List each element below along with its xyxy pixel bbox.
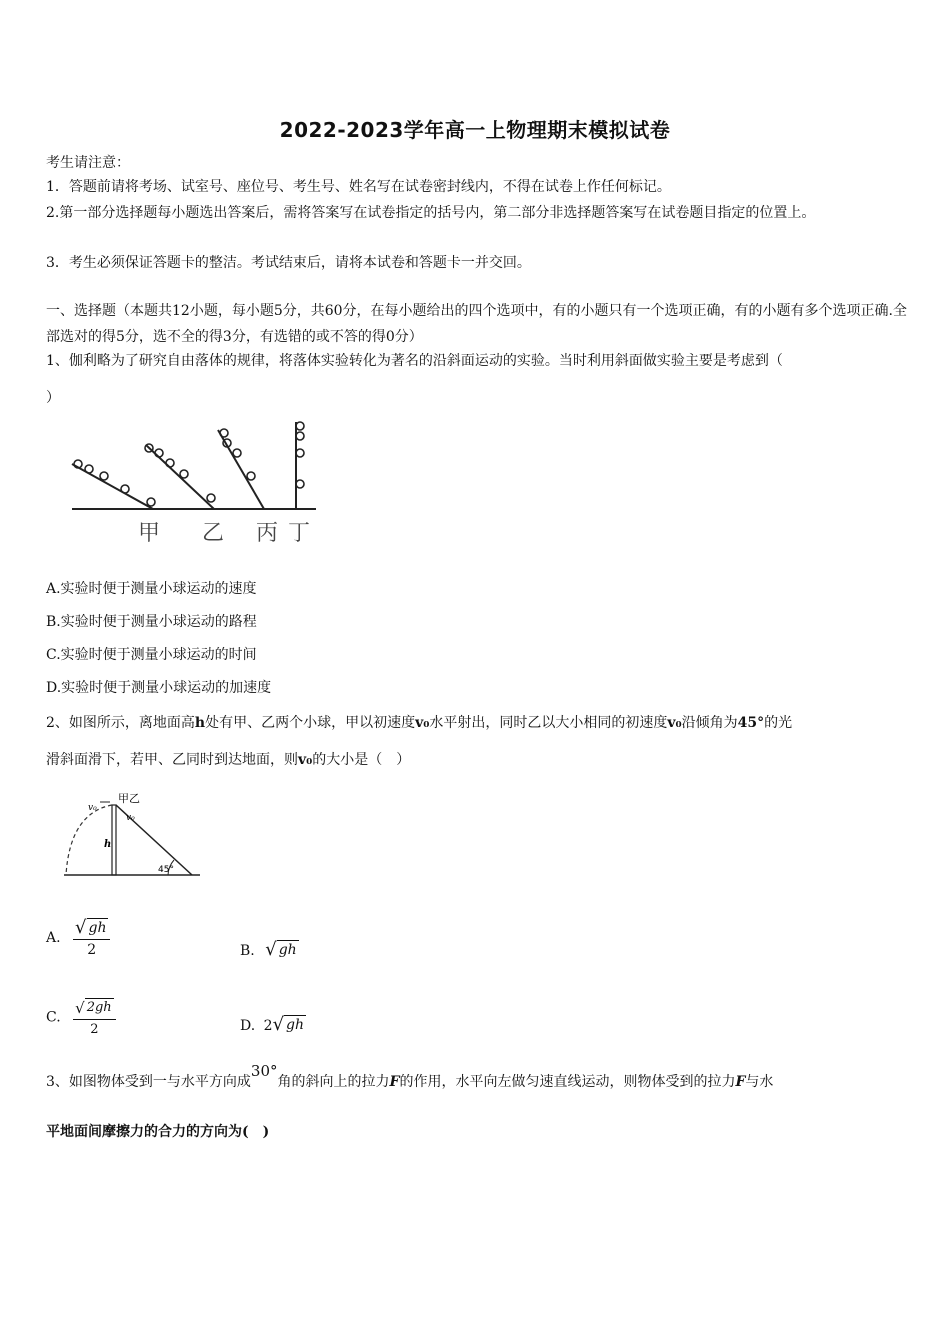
q1-stem-line2: ） — [46, 390, 60, 406]
q2-stem-line2: 滑斜面滑下，若甲、乙同时到达地面，则v₀的大小是（ ） — [46, 752, 411, 768]
q2-stem-line1: 2、如图所示，离地面高h处有甲、乙两个小球，甲以初速度v₀水平射出，同时乙以大小相同的初速度v₀沿倾角为45°的光 — [46, 715, 793, 731]
q3-force-symbol: F — [389, 1074, 400, 1090]
q3-stem-line2: 平地面间摩擦力的合力的方向为( ) — [46, 1124, 270, 1140]
notice-item-2: 2.第一部分选择题每小题选出答案后，需将答案写在试卷指定的括号内，第二部分非选择题答案写在试卷题目指定的位置上。 — [46, 205, 816, 221]
q2-fig-label-v0-right: v₀ — [126, 813, 135, 823]
q1-fig-label-bing: 丙 — [256, 521, 279, 546]
section-heading: 一、选择题（本题共12小题，每小题5分，共60分，在每小题给出的四个选项中，有的小题只有一个选项正确，有的小题有多个选项正确.全部选对的得5分，选不全的得3分，有选错的或不答的得0分） — [46, 303, 907, 345]
q1-fig-label-jia: 甲 — [138, 521, 161, 546]
q2-h-symbol: h — [194, 715, 206, 731]
q2-option-d: D. 2 √ gh — [240, 1014, 305, 1035]
notice-item-1: 1．答题前请将考场、试室号、座位号、考生号、姓名写在试卷密封线内，不得在试卷上作任何标记。 — [46, 179, 671, 195]
q2-v0-symbol: v₀ — [415, 715, 430, 731]
q1-stem-line1: 1、伽利略为了研究自由落体的规律，将落体实验转化为著名的沿斜面运动的实验。当时利用斜面做实验主要是考虑到（ — [46, 353, 783, 369]
q2-option-c: C. √ 2gh 2 — [46, 998, 116, 1037]
page-title: 2022-2023学年高一上物理期末模拟试卷 — [279, 118, 671, 142]
notice-heading: 考生请注意： — [46, 155, 130, 171]
q1-option-d: D.实验时便于测量小球运动的加速度 — [46, 680, 272, 696]
q1-incline-figure — [66, 418, 326, 548]
q1-option-a: A.实验时便于测量小球运动的速度 — [46, 581, 257, 597]
q3-angle: 30° — [250, 1062, 278, 1080]
q2-projectile-figure — [60, 788, 210, 890]
q2-fig-label-angle: 45° — [158, 865, 174, 875]
q2-option-b: B. √ gh — [240, 939, 297, 960]
q2-option-a: A. √ gh 2 — [46, 918, 110, 958]
q1-option-c: C.实验时便于测量小球运动的时间 — [46, 647, 257, 663]
q3-stem-line1: 3、如图物体受到一与水平方向成30°角的斜向上的拉力F的作用，水平向左做匀速直线运动，则物体受到的拉力F与水 — [46, 1062, 774, 1090]
q2-angle: 45° — [737, 715, 765, 731]
q1-fig-label-ding: 丁 — [288, 521, 311, 546]
q2-fig-label-h: h — [104, 839, 112, 850]
q2-fig-label-v0-left: v₀ — [88, 803, 97, 813]
notice-item-3: 3．考生必须保证答题卡的整洁。考试结束后，请将本试卷和答题卡一并交回。 — [46, 255, 531, 271]
q1-option-b: B.实验时便于测量小球运动的路程 — [46, 614, 257, 630]
q2-fig-label-top: 甲乙 — [118, 792, 140, 805]
q1-fig-label-yi: 乙 — [202, 521, 225, 546]
